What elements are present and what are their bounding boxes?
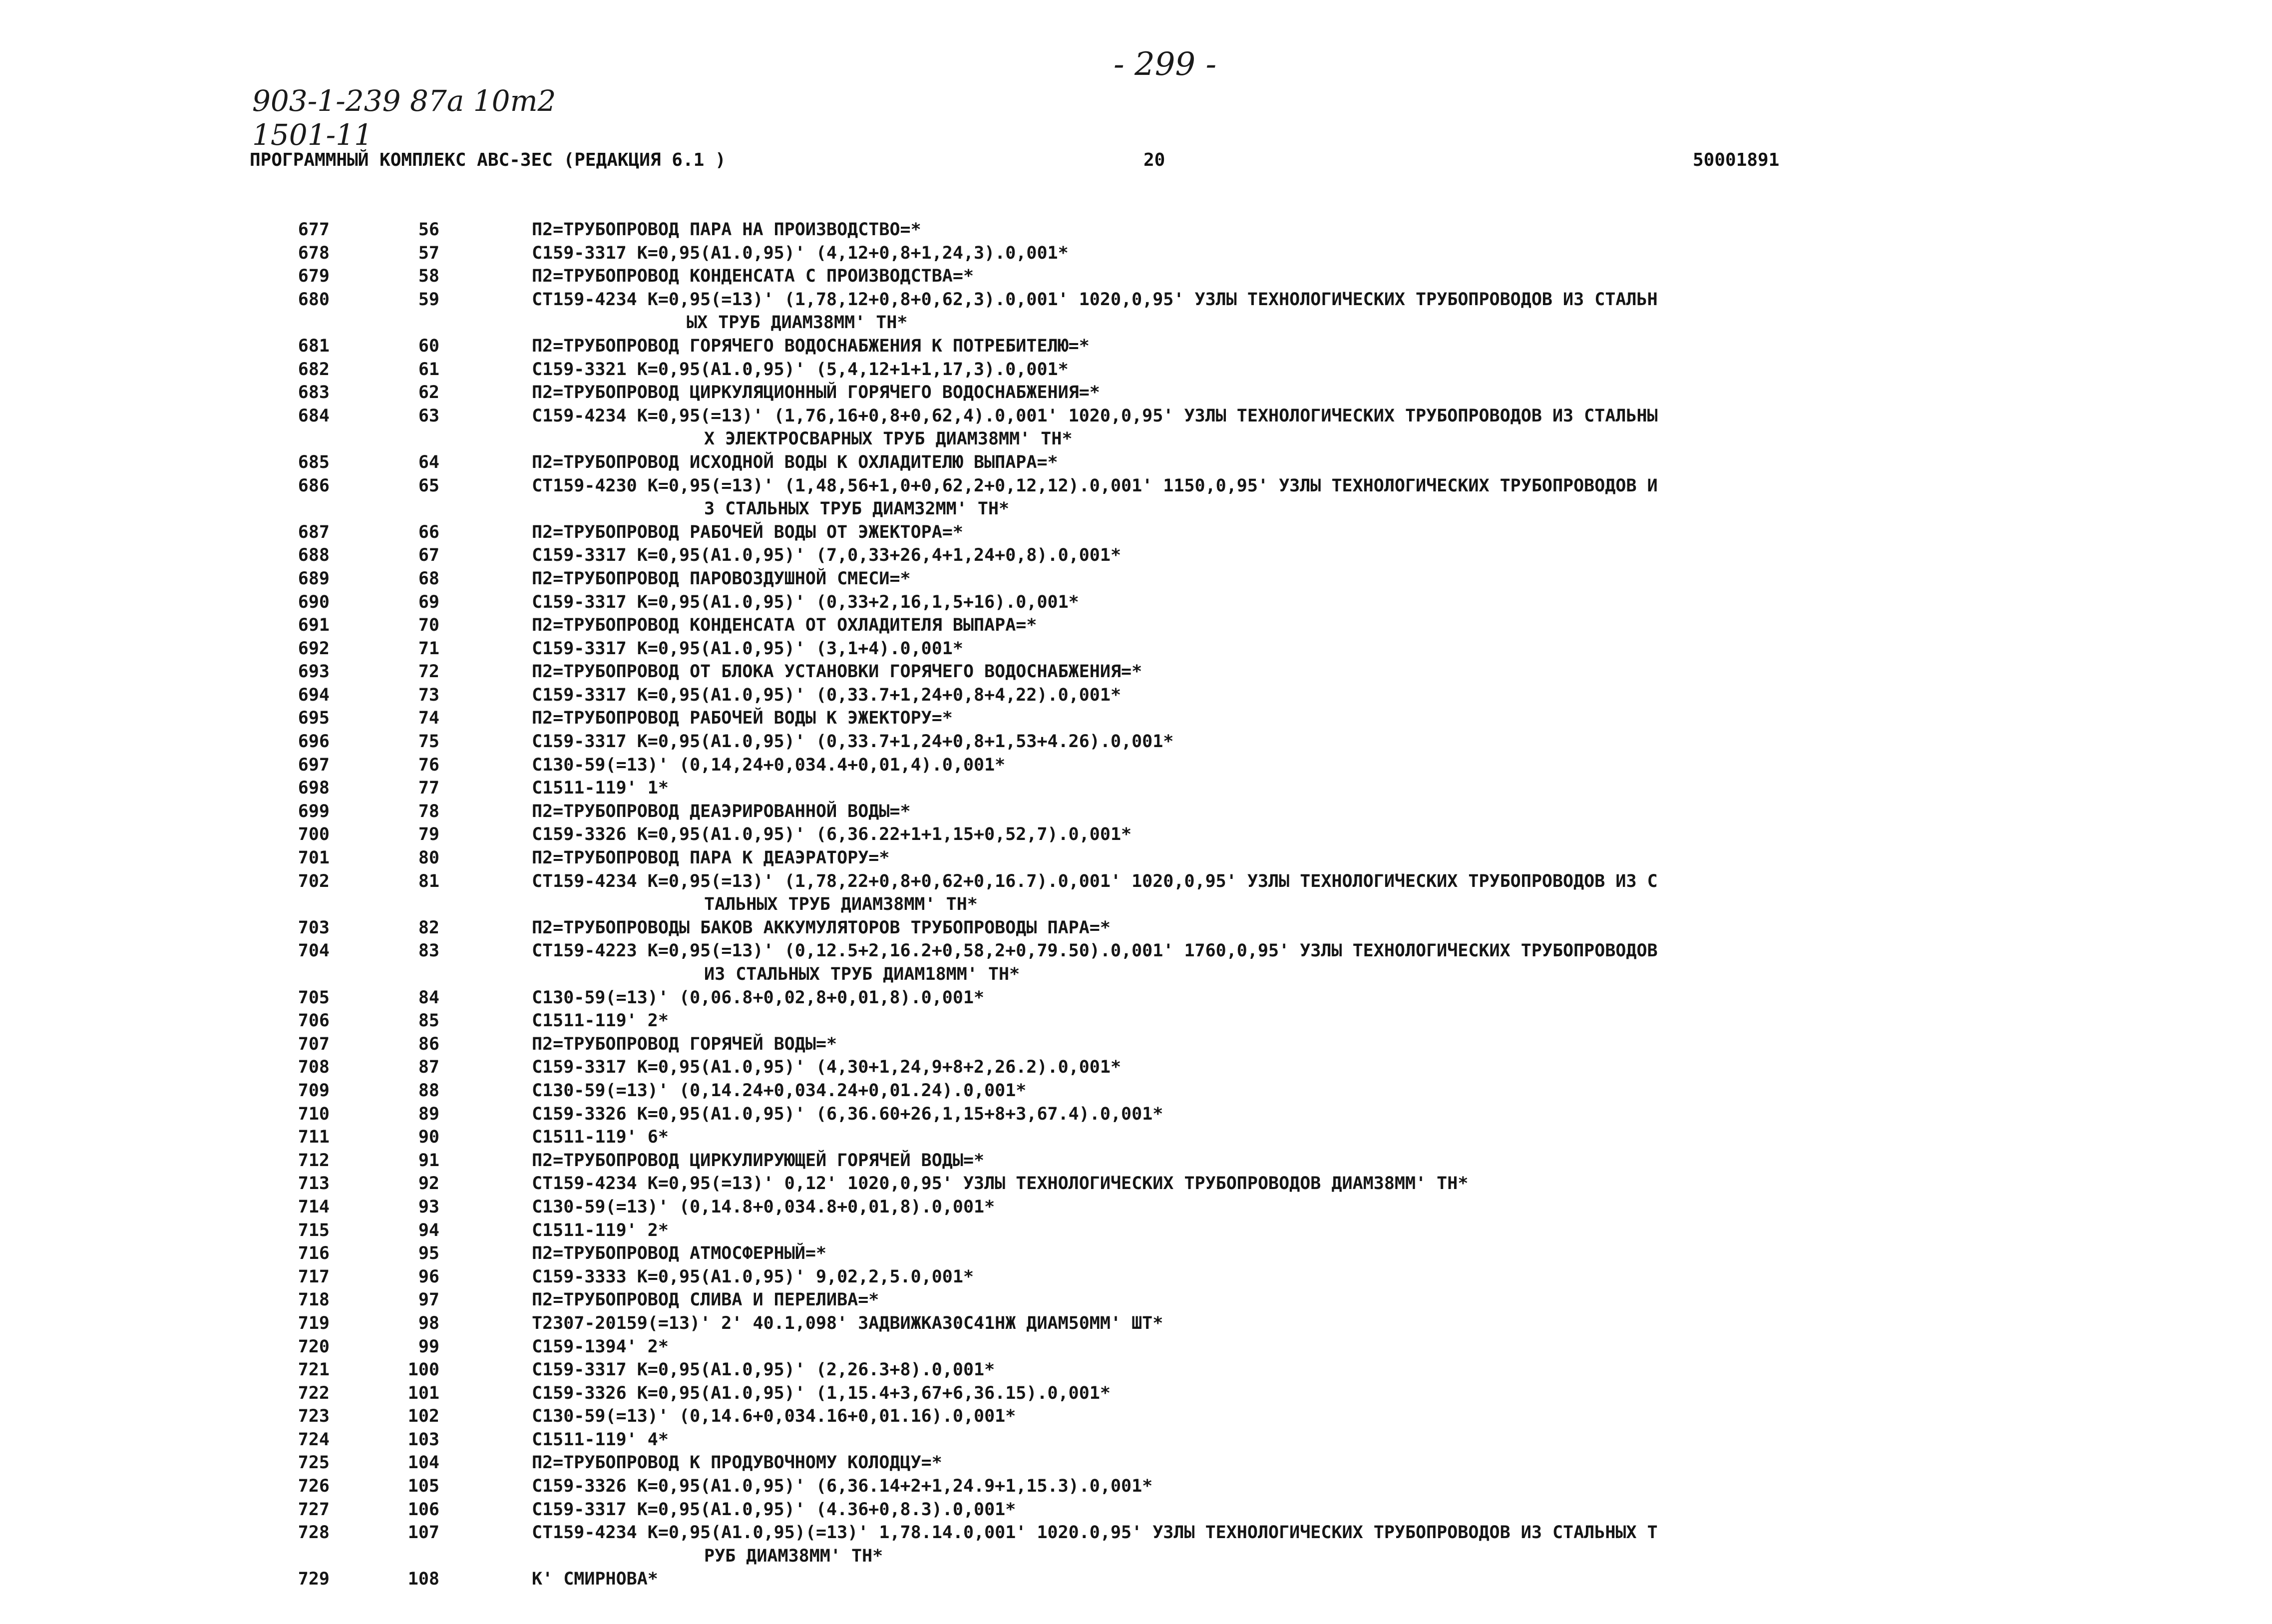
listing-row — [0, 1220, 2272, 1244]
sequence-number: 77 — [418, 778, 439, 799]
sequence-number: 74 — [418, 708, 439, 729]
line-text: С130-59(=13)' (0,14,24+0,034.4+0,01,4).0,001* — [532, 755, 1006, 775]
line-number: 699 — [298, 801, 330, 821]
reference-sub: 1501-11 — [252, 118, 373, 152]
page-number: - 299 - — [1114, 46, 1217, 83]
line-text: С159-3326 К=0,95(А1.0,95)' (1,15.4+3,67+6,36.15).0,001* — [532, 1383, 1111, 1403]
line-text: ТАЛЬНЫХ ТРУБ ДИАМ38ММ' ТН* — [704, 894, 978, 915]
listing-row — [0, 802, 2272, 825]
line-number: 722 — [298, 1383, 330, 1403]
sequence-number: 93 — [418, 1197, 439, 1217]
line-text: П2=ТРУБОПРОВОД ПАРА К ДЕАЭРАТОРУ=* — [532, 848, 890, 868]
line-number: 682 — [298, 359, 330, 380]
line-text: С1511-119' 1* — [532, 778, 669, 799]
listing-row — [0, 1337, 2272, 1360]
line-text: С159-3326 К=0,95(А1.0,95)' (6,36.60+26,1,15+8+3,67.4).0,001* — [532, 1104, 1163, 1124]
line-text: З СТАЛЬНЫХ ТРУБ ДИАМ32ММ' ТН* — [704, 499, 1010, 519]
line-text: П2=ТРУБОПРОВОД ИСХОДНОЙ ВОДЫ К ОХЛАДИТЕЛЮ ВЫПАРА=* — [532, 452, 1058, 472]
listing-row — [0, 732, 2272, 755]
listing-row — [0, 1081, 2272, 1104]
line-number: 718 — [298, 1290, 330, 1310]
listing-row — [0, 1197, 2272, 1220]
sequence-number: 72 — [418, 662, 439, 682]
line-number: 727 — [298, 1499, 330, 1520]
line-text: П2=ТРУБОПРОВОД ГОРЯЧЕГО ВОДОСНАБЖЕНИЯ К ПОТРЕБИТЕЛЮ=* — [532, 336, 1090, 356]
sequence-number: 97 — [418, 1290, 439, 1310]
sequence-number: 62 — [418, 383, 439, 403]
line-number: 729 — [298, 1569, 330, 1590]
listing-row — [0, 871, 2272, 895]
listing-row — [0, 639, 2272, 662]
line-number: 697 — [298, 755, 330, 775]
sequence-number: 106 — [407, 1499, 439, 1520]
listing-row — [0, 545, 2272, 569]
line-text: СТ159-4223 К=0,95(=13)' (0,12.5+2,16.2+0,58,2+0,79.50).0,001' 1760,0,95' УЗЛЫ ТЕХНОЛОГИЧЕСКИХ ТРУБОПРОВОДОВ — [532, 941, 1658, 961]
sequence-number: 59 — [418, 289, 439, 310]
line-text: К' СМИРНОВА* — [532, 1569, 658, 1590]
line-text: С159-3317 К=0,95(А1.0,95)' (0,33+2,16,1,5+16).0,001* — [532, 592, 1079, 612]
listing-row — [0, 243, 2272, 267]
line-text: С159-3317 К=0,95(А1.0,95)' (0,33.7+1,24+0,8+1,53+4.26).0,001* — [532, 732, 1174, 752]
line-text: Х ЭЛЕКТРОСВАРНЫХ ТРУБ ДИАМ38ММ' ТН* — [704, 429, 1073, 449]
line-text: С159-3333 К=0,95(А1.0,95)' 9,02,2,5.0,001* — [532, 1266, 974, 1287]
sequence-number: 103 — [407, 1429, 439, 1450]
sequence-number: 76 — [418, 755, 439, 775]
sequence-number: 65 — [418, 475, 439, 496]
sequence-number: 91 — [418, 1150, 439, 1171]
line-text: П2=ТРУБОПРОВОД К ПРОДУВОЧНОМУ КОЛОДЦУ=* — [532, 1453, 942, 1473]
line-number: 708 — [298, 1057, 330, 1078]
listing-row — [0, 708, 2272, 732]
line-text: П2=ТРУБОПРОВОД КОНДЕНСАТА ОТ ОХЛАДИТЕЛЯ ВЫПАРА=* — [532, 615, 1037, 636]
line-number: 716 — [298, 1243, 330, 1264]
line-text: П2=ТРУБОПРОВОД ДЕАЭРИРОВАННОЙ ВОДЫ=* — [532, 801, 911, 821]
sequence-number: 92 — [418, 1174, 439, 1194]
listing-row — [0, 360, 2272, 383]
sequence-number: 83 — [418, 941, 439, 961]
sequence-number: 66 — [418, 522, 439, 542]
line-text: П2=ТРУБОПРОВОД СЛИВА И ПЕРЕЛИВА=* — [532, 1290, 879, 1310]
sequence-number: 63 — [418, 406, 439, 426]
sequence-number: 89 — [418, 1104, 439, 1124]
sequence-number: 85 — [418, 1011, 439, 1031]
listing-row — [0, 1360, 2272, 1383]
line-text: Т2307-20159(=13)' 2' 40.1,098' ЗАДВИЖКА30С41НЖ ДИАМ50ММ' ШТ* — [532, 1313, 1163, 1333]
sequence-number: 71 — [418, 638, 439, 659]
line-number: 702 — [298, 871, 330, 891]
line-number: 693 — [298, 662, 330, 682]
listing-row — [0, 429, 2272, 452]
listing-row — [0, 1267, 2272, 1290]
listing-row — [0, 313, 2272, 336]
listing-row — [0, 592, 2272, 616]
listing-row — [0, 894, 2272, 918]
listing-row — [0, 941, 2272, 964]
listing-row — [0, 1243, 2272, 1267]
listing-row — [0, 1430, 2272, 1453]
sequence-number: 90 — [418, 1127, 439, 1148]
listing-row — [0, 1174, 2272, 1197]
line-text: С159-3326 К=0,95(А1.0,95)' (6,36.14+2+1,24.9+1,15.3).0,001* — [532, 1476, 1153, 1497]
listing-row — [0, 406, 2272, 429]
line-text: С159-4234 К=0,95(=13)' (1,76,16+0,8+0,62,4).0,001' 1020,0,95' УЗЛЫ ТЕХНОЛОГИЧЕСКИХ ТРУБОПРОВОДОВ ИЗ СТАЛЬНЫ — [532, 406, 1658, 426]
line-text: П2=ТРУБОПРОВОД КОНДЕНСАТА С ПРОИЗВОДСТВА=* — [532, 266, 974, 287]
listing-row — [0, 1406, 2272, 1430]
sequence-number: 80 — [418, 848, 439, 868]
line-number: 705 — [298, 987, 330, 1008]
line-number: 690 — [298, 592, 330, 612]
line-number: 694 — [298, 685, 330, 705]
line-text: С159-3326 К=0,95(А1.0,95)' (6,36.22+1+1,15+0,52,7).0,001* — [532, 824, 1132, 845]
listing-row — [0, 1569, 2272, 1593]
listing-row — [0, 755, 2272, 779]
sequence-number: 100 — [407, 1360, 439, 1380]
line-number: 678 — [298, 243, 330, 263]
listing-row — [0, 499, 2272, 522]
listing-row — [0, 1151, 2272, 1174]
sequence-number: 101 — [407, 1383, 439, 1403]
line-number: 707 — [298, 1034, 330, 1054]
line-text: С1511-119' 2* — [532, 1011, 669, 1031]
line-text: СТ159-4234 К=0,95(=13)' (1,78,22+0,8+0,62+0,16.7).0,001' 1020,0,95' УЗЛЫ ТЕХНОЛОГИЧЕСКИХ ТРУБОПРОВОДОВ ИЗ С — [532, 871, 1658, 891]
printout-header — [250, 150, 2097, 180]
line-text: С1511-119' 6* — [532, 1127, 669, 1148]
line-number: 721 — [298, 1360, 330, 1380]
sequence-number: 94 — [418, 1220, 439, 1240]
sequence-number: 88 — [418, 1080, 439, 1101]
listing-row — [0, 1057, 2272, 1081]
sequence-number: 107 — [407, 1523, 439, 1543]
sequence-number: 69 — [418, 592, 439, 612]
sequence-number: 95 — [418, 1243, 439, 1264]
line-number: 723 — [298, 1406, 330, 1427]
line-number: 706 — [298, 1011, 330, 1031]
line-number: 700 — [298, 824, 330, 845]
sequence-number: 104 — [407, 1453, 439, 1473]
line-text: С159-3317 К=0,95(А1.0,95)' (4,12+0,8+1,24,3).0,001* — [532, 243, 1069, 263]
sequence-number: 98 — [418, 1313, 439, 1333]
line-text: СТ159-4234 К=0,95(А1.0,95)(=13)' 1,78.14.0,001' 1020.0,95' УЗЛЫ ТЕХНОЛОГИЧЕСКИХ ТРУБОПРОВОДОВ ИЗ СТАЛЬНЫХ Т — [532, 1523, 1658, 1543]
line-number: 717 — [298, 1266, 330, 1287]
line-text: С130-59(=13)' (0,14.24+0,034.24+0,01.24).0,001* — [532, 1080, 1027, 1101]
listing-row — [0, 1476, 2272, 1500]
line-text: П2=ТРУБОПРОВОД РАБОЧЕЙ ВОДЫ К ЭЖЕКТОРУ=* — [532, 708, 953, 729]
line-text: С159-1394' 2* — [532, 1336, 669, 1357]
listing-row — [0, 778, 2272, 802]
line-text: СТ159-4234 К=0,95(=13)' 0,12' 1020,0,95' УЗЛЫ ТЕХНОЛОГИЧЕСКИХ ТРУБОПРОВОДОВ ДИАМ38ММ' ТН* — [532, 1174, 1469, 1194]
line-text: СТ159-4230 К=0,95(=13)' (1,48,56+1,0+0,62,2+0,12,12).0,001' 1150,0,95' УЗЛЫ ТЕХНОЛОГИЧЕСКИХ ТРУБОПРОВОДОВ И — [532, 475, 1658, 496]
line-number: 691 — [298, 615, 330, 636]
line-number: 685 — [298, 452, 330, 472]
listing-row — [0, 988, 2272, 1011]
line-number: 712 — [298, 1150, 330, 1171]
sequence-number: 86 — [418, 1034, 439, 1054]
line-number: 711 — [298, 1127, 330, 1148]
line-number: 726 — [298, 1476, 330, 1497]
line-text: С159-3317 К=0,95(А1.0,95)' (2,26.3+8).0,001* — [532, 1360, 995, 1380]
listing-row — [0, 1313, 2272, 1337]
sequence-number: 61 — [418, 359, 439, 380]
line-number: 701 — [298, 848, 330, 868]
sequence-number: 64 — [418, 452, 439, 472]
header-marker: 20 — [1143, 150, 1165, 170]
listing-row — [0, 662, 2272, 685]
header-title: ПРОГРАММНЫЙ КОМПЛЕКС АВС-3ЕС (РЕДАКЦИЯ 6.1 ) — [250, 150, 726, 170]
line-text: П2=ТРУБОПРОВОД ЦИРКУЛЯЦИОННЫЙ ГОРЯЧЕГО ВОДОСНАБЖЕНИЯ=* — [532, 383, 1100, 403]
line-text: СТ159-4234 К=0,95(=13)' (1,78,12+0,8+0,62,3).0,001' 1020,0,95' УЗЛЫ ТЕХНОЛОГИЧЕСКИХ ТРУБОПРОВОДОВ ИЗ СТАЛЬН — [532, 289, 1658, 310]
sequence-number: 75 — [418, 732, 439, 752]
line-text: С1511-119' 2* — [532, 1220, 669, 1240]
sequence-number: 81 — [418, 871, 439, 891]
line-text: П2=ТРУБОПРОВОД ОТ БЛОКА УСТАНОВКИ ГОРЯЧЕГО ВОДОСНАБЖЕНИЯ=* — [532, 662, 1142, 682]
line-number: 692 — [298, 638, 330, 659]
line-number: 715 — [298, 1220, 330, 1240]
sequence-number: 56 — [418, 220, 439, 240]
line-number: 724 — [298, 1429, 330, 1450]
line-number: 677 — [298, 220, 330, 240]
program-listing — [0, 220, 2272, 1593]
sequence-number: 96 — [418, 1266, 439, 1287]
listing-row — [0, 290, 2272, 313]
sequence-number: 79 — [418, 824, 439, 845]
listing-row — [0, 522, 2272, 546]
line-text: П2=ТРУБОПРОВОД АТМОСФЕРНЫЙ=* — [532, 1243, 827, 1264]
line-text: С130-59(=13)' (0,14.6+0,034.16+0,01.16).0,001* — [532, 1406, 1016, 1427]
line-number: 725 — [298, 1453, 330, 1473]
listing-row — [0, 615, 2272, 639]
line-text: РУБ ДИАМ38ММ' ТН* — [704, 1546, 883, 1566]
line-number: 680 — [298, 289, 330, 310]
line-number: 695 — [298, 708, 330, 729]
sequence-number: 68 — [418, 568, 439, 589]
line-text: С159-3317 К=0,95(А1.0,95)' (4,30+1,24,9+8+2,26.2).0,001* — [532, 1057, 1122, 1078]
listing-row — [0, 1011, 2272, 1034]
listing-row — [0, 1500, 2272, 1523]
line-number: 681 — [298, 336, 330, 356]
listing-row — [0, 336, 2272, 360]
sequence-number: 70 — [418, 615, 439, 636]
sequence-number: 58 — [418, 266, 439, 287]
listing-row — [0, 848, 2272, 871]
listing-row — [0, 824, 2272, 848]
listing-row — [0, 685, 2272, 709]
line-number: 704 — [298, 941, 330, 961]
sequence-number: 67 — [418, 545, 439, 566]
line-text: С1511-119' 4* — [532, 1429, 669, 1450]
listing-row — [0, 1383, 2272, 1407]
line-number: 719 — [298, 1313, 330, 1333]
line-number: 686 — [298, 475, 330, 496]
listing-row — [0, 1453, 2272, 1476]
line-text: П2=ТРУБОПРОВОД ПАРА НА ПРОИЗВОДСТВО=* — [532, 220, 921, 240]
line-text: С159-3317 К=0,95(А1.0,95)' (0,33.7+1,24+0,8+4,22).0,001* — [532, 685, 1122, 705]
line-number: 728 — [298, 1523, 330, 1543]
listing-row — [0, 1034, 2272, 1058]
listing-row — [0, 383, 2272, 406]
listing-row — [0, 1523, 2272, 1546]
listing-row — [0, 452, 2272, 476]
sequence-number: 105 — [407, 1476, 439, 1497]
line-number: 679 — [298, 266, 330, 287]
line-number: 687 — [298, 522, 330, 542]
line-number: 689 — [298, 568, 330, 589]
sequence-number: 108 — [407, 1569, 439, 1590]
listing-row — [0, 964, 2272, 988]
listing-row — [0, 918, 2272, 941]
sequence-number: 60 — [418, 336, 439, 356]
listing-row — [0, 476, 2272, 499]
line-text: П2=ТРУБОПРОВОДЫ БАКОВ АККУМУЛЯТОРОВ ТРУБОПРОВОДЫ ПАРА=* — [532, 917, 1111, 938]
line-text: ЫХ ТРУБ ДИАМ38ММ' ТН* — [687, 313, 908, 333]
line-text: П2=ТРУБОПРОВОД ПАРОВОЗДУШНОЙ СМЕСИ=* — [532, 568, 911, 589]
line-number: 703 — [298, 917, 330, 938]
line-text: С159-3317 К=0,95(А1.0,95)' (3,1+4).0,001* — [532, 638, 963, 659]
sequence-number: 78 — [418, 801, 439, 821]
line-text: П2=ТРУБОПРОВОД РАБОЧЕЙ ВОДЫ ОТ ЭЖЕКТОРА=* — [532, 522, 963, 542]
line-text: ИЗ СТАЛЬНЫХ ТРУБ ДИАМ18ММ' ТН* — [704, 964, 1020, 984]
sequence-number: 102 — [407, 1406, 439, 1427]
line-number: 683 — [298, 383, 330, 403]
line-number: 714 — [298, 1197, 330, 1217]
listing-row — [0, 1127, 2272, 1151]
line-number: 684 — [298, 406, 330, 426]
line-number: 709 — [298, 1080, 330, 1101]
sequence-number: 99 — [418, 1336, 439, 1357]
line-text: С130-59(=13)' (0,06.8+0,02,8+0,01,8).0,001* — [532, 987, 985, 1008]
line-text: С159-3321 К=0,95(А1.0,95)' (5,4,12+1+1,17,3).0,001* — [532, 359, 1069, 380]
listing-row — [0, 266, 2272, 290]
listing-row — [0, 569, 2272, 592]
sequence-number: 84 — [418, 987, 439, 1008]
line-text: С130-59(=13)' (0,14.8+0,034.8+0,01,8).0,001* — [532, 1197, 995, 1217]
reference-code: 903-1-239 87a 10т2 — [252, 84, 556, 118]
listing-row — [0, 220, 2272, 243]
line-number: 720 — [298, 1336, 330, 1357]
line-number: 710 — [298, 1104, 330, 1124]
line-number: 696 — [298, 732, 330, 752]
line-text: П2=ТРУБОПРОВОД ГОРЯЧЕЙ ВОДЫ=* — [532, 1034, 837, 1054]
line-text: С159-3317 К=0,95(А1.0,95)' (7,0,33+26,4+1,24+0,8).0,001* — [532, 545, 1122, 566]
line-number: 713 — [298, 1174, 330, 1194]
line-number: 698 — [298, 778, 330, 799]
sequence-number: 82 — [418, 917, 439, 938]
line-text: С159-3317 К=0,95(А1.0,95)' (4.36+0,8.3).0,001* — [532, 1499, 1016, 1520]
header-code: 50001891 — [1693, 150, 1780, 170]
sequence-number: 73 — [418, 685, 439, 705]
sequence-number: 87 — [418, 1057, 439, 1078]
sequence-number: 57 — [418, 243, 439, 263]
line-text: П2=ТРУБОПРОВОД ЦИРКУЛИРУЮЩЕЙ ГОРЯЧЕЙ ВОДЫ=* — [532, 1150, 985, 1171]
line-number: 688 — [298, 545, 330, 566]
listing-row — [0, 1290, 2272, 1313]
listing-row — [0, 1546, 2272, 1570]
listing-row — [0, 1104, 2272, 1128]
